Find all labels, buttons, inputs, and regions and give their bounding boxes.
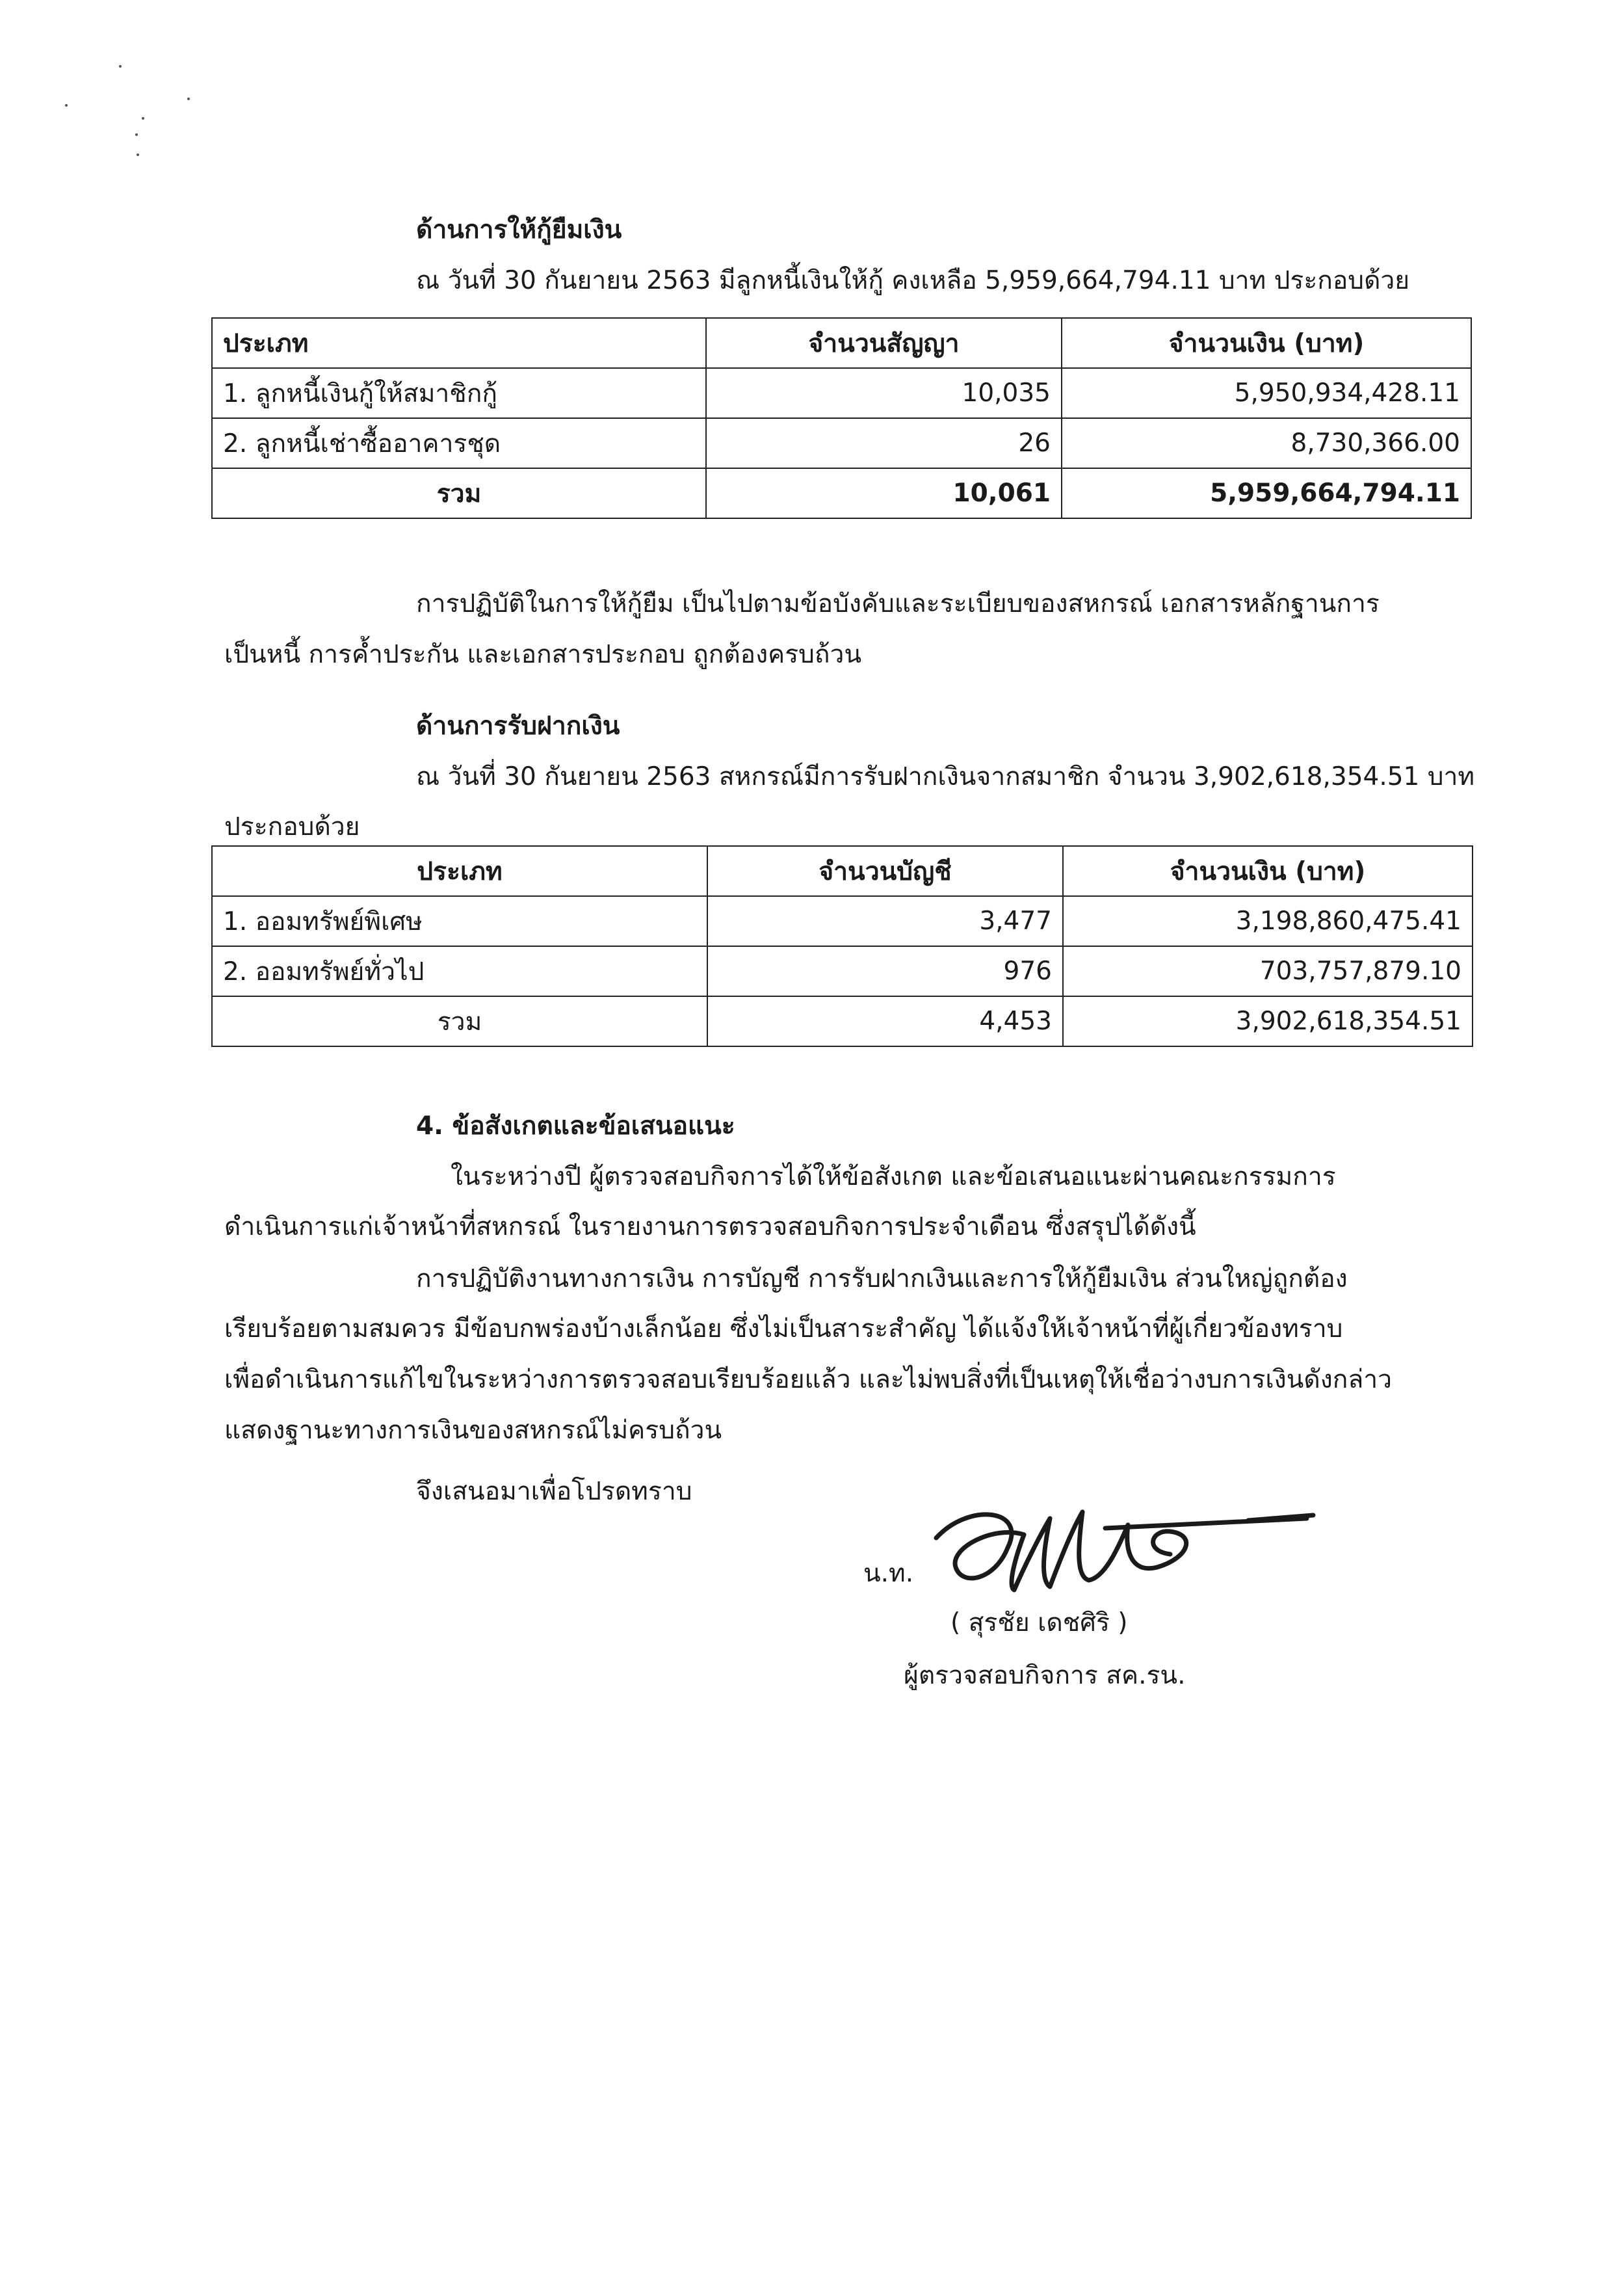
signer-name: ( สุรชัย เดชศิริ ) xyxy=(950,1608,1128,1637)
total-label: รวม xyxy=(212,996,707,1046)
row-amount: 703,757,879.10 xyxy=(1063,946,1473,996)
handwritten-signature xyxy=(910,1489,1333,1606)
observations-line: แสดงฐานะทางการเงินของสหกรณ์ไม่ครบถ้วน xyxy=(224,1416,722,1445)
row-label: 1. ลูกหนี้เงินกู้ให้สมาชิกกู้ xyxy=(212,368,706,418)
total-amount: 5,959,664,794.11 xyxy=(1062,468,1471,518)
loans-intro: ณ วันที่ 30 กันยายน 2563 มีลูกหนี้เงินให้กู้ คงเหลือ 5,959,664,794.11 บาท ประกอบด้วย xyxy=(416,266,1410,295)
observations-heading: 4. ข้อสังเกตและข้อเสนอแนะ xyxy=(416,1111,735,1141)
deposits-table xyxy=(211,845,1473,1047)
observations-line: ในระหว่างปี ผู้ตรวจสอบกิจการได้ให้ข้อสังเกต และข้อเสนอแนะผ่านคณะกรรมการ xyxy=(451,1162,1336,1191)
table-row xyxy=(212,368,1471,418)
closing-line: จึงเสนอมาเพื่อโปรดทราบ xyxy=(416,1477,692,1506)
total-amount: 3,902,618,354.51 xyxy=(1063,996,1473,1046)
header-contracts: จำนวนสัญญา xyxy=(706,318,1062,368)
row-amount: 3,198,860,475.41 xyxy=(1063,896,1473,946)
header-amount: จำนวนเงิน (บาท) xyxy=(1062,318,1471,368)
table-row xyxy=(212,418,1471,468)
deposits-heading: ด้านการรับฝากเงิน xyxy=(416,711,620,741)
row-amount: 8,730,366.00 xyxy=(1062,418,1471,468)
row-count: 3,477 xyxy=(707,896,1063,946)
row-label: 2. ออมทรัพย์ทั่วไป xyxy=(212,946,707,996)
observations-line: การปฏิบัติงานทางการเงิน การบัญชี การรับฝากเงินและการให้กู้ยืมเงิน ส่วนใหญ่ถูกต้อง xyxy=(416,1264,1348,1293)
deposits-intro: ณ วันที่ 30 กันยายน 2563 สหกรณ์มีการรับฝากเงินจากสมาชิก จำนวน 3,902,618,354.51 บาท xyxy=(416,762,1475,791)
scan-speck xyxy=(142,117,144,120)
table-header-row xyxy=(212,846,1473,896)
scan-speck xyxy=(65,104,68,107)
row-count: 976 xyxy=(707,946,1063,996)
row-label: 1. ออมทรัพย์พิเศษ xyxy=(212,896,707,946)
total-count: 4,453 xyxy=(707,996,1063,1046)
total-label: รวม xyxy=(212,468,706,518)
observations-line: เรียบร้อยตามสมควร มีข้อบกพร่องบ้างเล็กน้อย ซึ่งไม่เป็นสาระสำคัญ ได้แจ้งให้เจ้าหน้าที่ผู้เกี่ยวข้องทราบ xyxy=(224,1314,1343,1344)
loans-heading: ด้านการให้กู้ยืมเงิน xyxy=(416,215,622,245)
signer-title: ผู้ตรวจสอบกิจการ สค.รน. xyxy=(904,1661,1186,1690)
deposits-intro: ประกอบด้วย xyxy=(224,812,360,841)
signature-prefix: น.ท. xyxy=(863,1559,914,1588)
table-total-row xyxy=(212,996,1473,1046)
observations-line: ดำเนินการแก่เจ้าหน้าที่สหกรณ์ ในรายงานการตรวจสอบกิจการประจำเดือน ซึ่งสรุปได้ดังนี้ xyxy=(224,1212,1196,1241)
row-amount: 5,950,934,428.11 xyxy=(1062,368,1471,418)
loans-table xyxy=(211,317,1472,519)
header-type: ประเภท xyxy=(212,846,707,896)
table-row xyxy=(212,946,1473,996)
observations-line: เพื่อดำเนินการแก้ไขในระหว่างการตรวจสอบเรียบร้อยแล้ว และไม่พบสิ่งที่เป็นเหตุให้เชื่อว่างบการเงินดังกล่าว xyxy=(224,1365,1393,1394)
header-amount: จำนวนเงิน (บาท) xyxy=(1063,846,1473,896)
header-type: ประเภท xyxy=(212,318,706,368)
table-total-row xyxy=(212,468,1471,518)
row-count: 10,035 xyxy=(706,368,1062,418)
loans-note-line: เป็นหนี้ การค้ำประกัน และเอกสารประกอบ ถูกต้องครบถ้วน xyxy=(224,640,862,669)
table-row xyxy=(212,896,1473,946)
table-header-row xyxy=(212,318,1471,368)
scan-speck xyxy=(137,153,139,156)
header-accounts: จำนวนบัญชี xyxy=(707,846,1063,896)
scan-speck xyxy=(135,133,138,136)
scan-speck xyxy=(187,98,190,100)
row-label: 2. ลูกหนี้เช่าซื้ออาคารชุด xyxy=(212,418,706,468)
total-count: 10,061 xyxy=(706,468,1062,518)
row-count: 26 xyxy=(706,418,1062,468)
loans-note-line: การปฏิบัติในการให้กู้ยืม เป็นไปตามข้อบังคับและระเบียบของสหกรณ์ เอกสารหลักฐานการ xyxy=(416,589,1380,618)
scan-speck xyxy=(119,65,122,68)
